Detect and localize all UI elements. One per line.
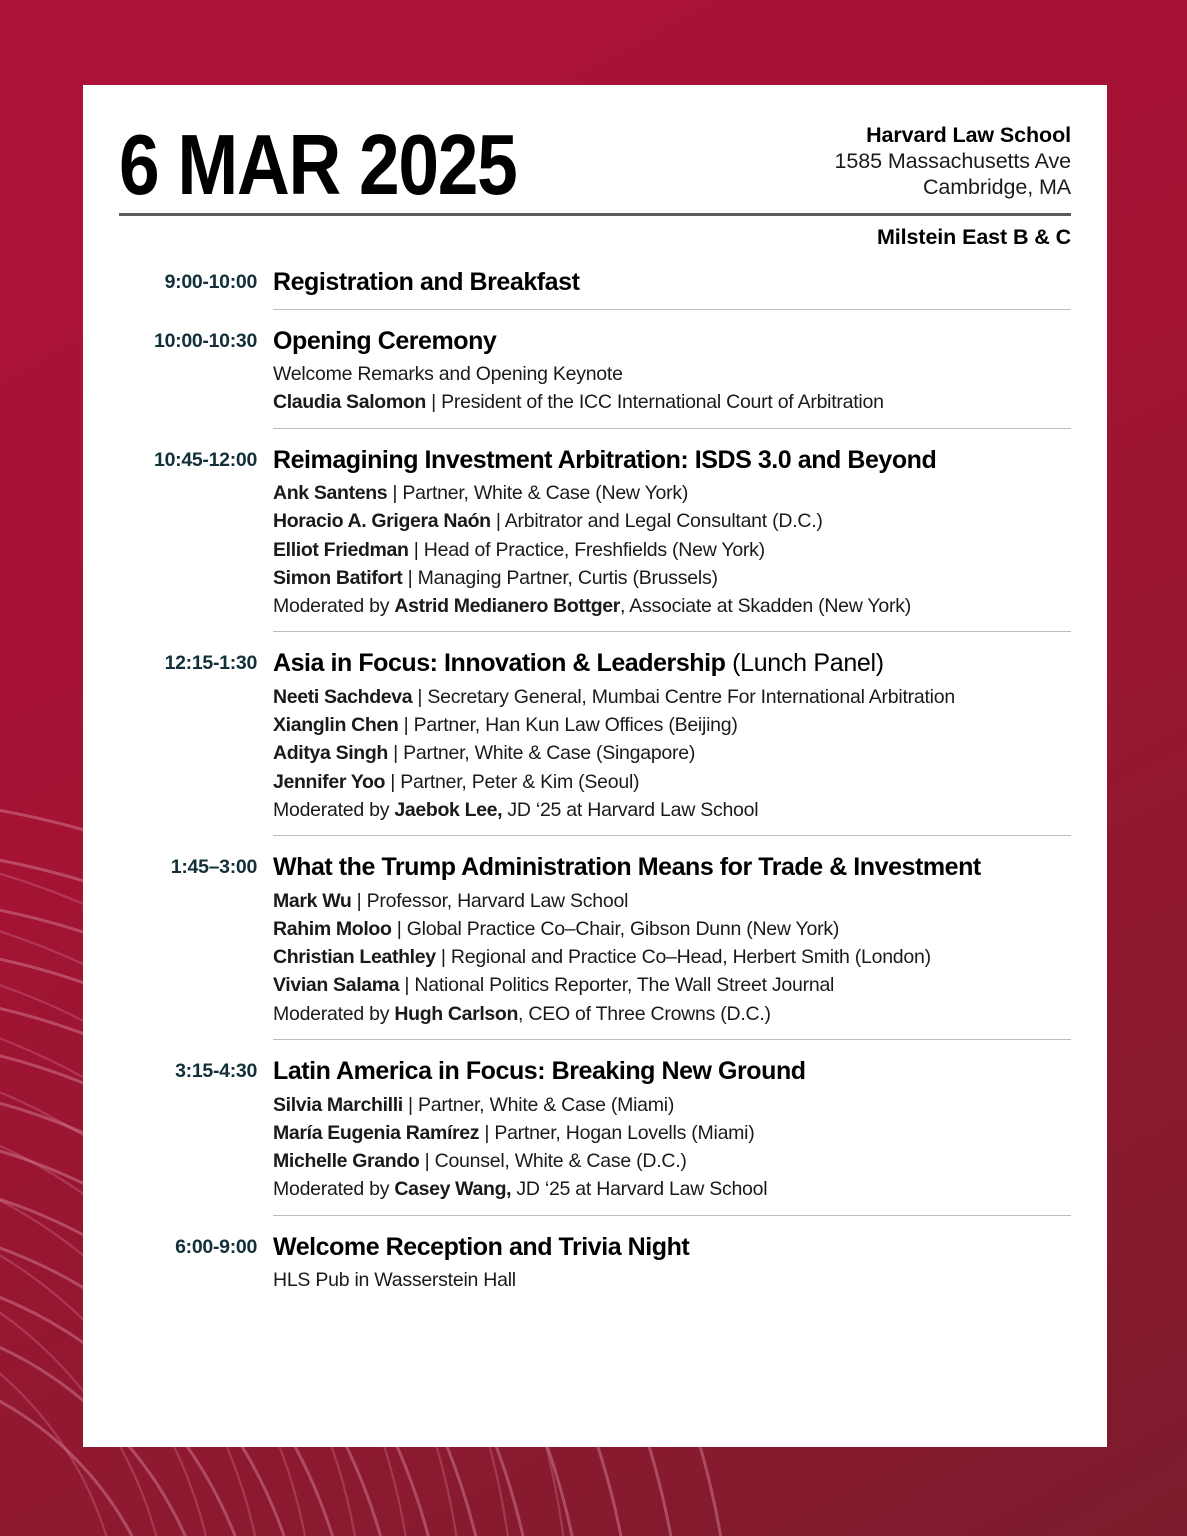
- speaker-name: Aditya Singh: [273, 742, 388, 765]
- speaker-affiliation: Partner, Hogan Lovells (Miami): [494, 1121, 755, 1144]
- page-title: 6 MAR 2025: [119, 117, 517, 213]
- speaker-list: [273, 360, 1071, 417]
- slot-title: [273, 327, 1071, 357]
- slot-title: [273, 1057, 1071, 1087]
- speaker-name: Ank Santens: [273, 482, 388, 505]
- agenda-slot: [119, 853, 1071, 1028]
- speaker-name: Rahim Moloo: [273, 917, 392, 940]
- speaker-separator: |: [391, 917, 407, 940]
- speaker-line: [273, 564, 1071, 592]
- speaker-line: [273, 683, 1071, 711]
- speaker-name: Simon Batifort: [273, 566, 403, 589]
- spacer: [119, 1204, 1071, 1215]
- slot-time: 6:00-9:00: [175, 1235, 257, 1258]
- speaker-affiliation: , Associate at Skadden (New York): [620, 595, 911, 618]
- slot-body: [257, 649, 1071, 824]
- speaker-affiliation: Partner, White & Case (Singapore): [403, 742, 696, 765]
- slot-title: [273, 853, 1071, 883]
- speaker-affiliation: Welcome Remarks and Opening Keynote: [273, 363, 623, 385]
- slot-title-main: Latin America in Focus: Breaking New Ground: [273, 1057, 806, 1086]
- slot-title-main: Reimagining Investment Arbitration: ISDS 3.0 and Beyond: [273, 445, 937, 474]
- spacer: [119, 417, 1071, 428]
- speaker-affiliation: JD ‘25 at Harvard Law School: [511, 1178, 768, 1201]
- speaker-separator: |: [490, 510, 505, 533]
- slot-title: [273, 268, 1071, 298]
- speaker-name: Hugh Carlson: [394, 1002, 519, 1025]
- agenda-slot: [119, 327, 1071, 417]
- speaker-name: Horacio A. Grigera Naón: [273, 510, 491, 533]
- agenda-card: [83, 85, 1107, 1447]
- speaker-separator: |: [425, 391, 442, 414]
- speaker-name: Michelle Grando: [273, 1150, 420, 1173]
- slot-title-main: Registration and Breakfast: [273, 268, 580, 296]
- speaker-separator: |: [408, 538, 424, 561]
- moderator-prefix: Moderated by: [273, 1002, 395, 1025]
- agenda-slot: [119, 446, 1071, 621]
- speaker-list: [273, 479, 1071, 620]
- venue-block: [835, 123, 1071, 206]
- spacer: [119, 429, 1071, 446]
- speaker-name: Xianglin Chen: [273, 714, 399, 737]
- spacer: [119, 1216, 1071, 1233]
- speaker-separator: |: [402, 1093, 419, 1116]
- slot-time: 3:15-4:30: [175, 1060, 257, 1083]
- speaker-affiliation: National Politics Reporter, The Wall Street Journal: [414, 974, 835, 997]
- speaker-name: Vivian Salama: [273, 974, 400, 997]
- speaker-line: [273, 536, 1071, 564]
- speaker-separator: |: [385, 770, 401, 793]
- speaker-name: Jennifer Yoo: [273, 770, 386, 793]
- venue-city: Cambridge, MA: [922, 174, 1071, 199]
- moderator-prefix: Moderated by: [273, 1178, 395, 1201]
- speaker-affiliation: JD ‘25 at Harvard Law School: [502, 798, 759, 821]
- agenda-slot: [119, 1057, 1071, 1204]
- slot-title-main: What the Trump Administration Means for Trade & Investment: [273, 853, 981, 882]
- speaker-affiliation: Global Practice Co–Chair, Gibson Dunn (New York): [406, 917, 840, 940]
- slot-time: 10:00-10:30: [154, 329, 257, 352]
- slot-body: [257, 327, 1071, 417]
- speaker-affiliation: Partner, White & Case (New York): [402, 482, 689, 505]
- speaker-name: Claudia Salomon: [273, 391, 426, 414]
- speaker-list: [273, 887, 1071, 1028]
- speaker-separator: |: [351, 889, 367, 912]
- spacer: [119, 824, 1071, 835]
- venue-street: 1585 Massachusetts Ave: [834, 148, 1071, 173]
- agenda-list: [119, 268, 1071, 1294]
- speaker-line: [273, 1119, 1071, 1147]
- speaker-affiliation: Partner, Han Kun Law Offices (Beijing): [413, 714, 738, 737]
- moderator-prefix: Moderated by: [273, 798, 395, 821]
- speaker-name: Mark Wu: [273, 889, 352, 912]
- slot-time: 1:45–3:00: [170, 856, 257, 879]
- speaker-name: Jaebok Lee,: [394, 798, 503, 821]
- moderator-line: [273, 592, 1071, 620]
- moderator-line: [273, 1175, 1071, 1203]
- moderator-line: [273, 796, 1071, 824]
- speaker-line: [273, 887, 1071, 915]
- speaker-line: [273, 915, 1071, 943]
- speaker-separator: |: [412, 685, 428, 708]
- speaker-list: [273, 1091, 1071, 1204]
- speaker-affiliation: , CEO of Three Crowns (D.C.): [518, 1002, 771, 1025]
- speaker-line: [273, 1147, 1071, 1175]
- spacer: [119, 632, 1071, 649]
- slot-title: [273, 649, 1071, 679]
- slot-body: [257, 268, 1071, 298]
- speaker-separator: |: [402, 566, 418, 589]
- speaker-line: [273, 388, 1071, 416]
- speaker-line: [273, 768, 1071, 796]
- speaker-separator: |: [419, 1150, 435, 1173]
- speaker-affiliation: Regional and Practice Co–Head, Herbert Smith (London): [450, 946, 931, 969]
- slot-title-main: Asia in Focus: Innovation & Leadership: [273, 649, 726, 678]
- poster-header: [119, 117, 1071, 213]
- speaker-name: Elliot Friedman: [273, 538, 409, 561]
- speaker-name: Silvia Marchilli: [273, 1093, 403, 1116]
- agenda-slot: [119, 268, 1071, 298]
- speaker-list: [273, 1266, 1071, 1294]
- header-divider: [119, 213, 1071, 216]
- speaker-line: [273, 1091, 1071, 1119]
- speaker-name: Christian Leathley: [273, 946, 436, 969]
- speaker-separator: |: [398, 714, 414, 737]
- speaker-affiliation: Secretary General, Mumbai Centre For International Arbitration: [427, 685, 955, 708]
- speaker-name: Astrid Medianero Bottger: [394, 595, 621, 618]
- speaker-list: [273, 683, 1071, 824]
- spacer: [119, 1028, 1071, 1039]
- note-line: [273, 1266, 1071, 1294]
- moderator-prefix: Moderated by: [273, 595, 395, 618]
- speaker-line: [273, 971, 1071, 999]
- slot-title-main: Welcome Reception and Trivia Night: [273, 1232, 690, 1261]
- slot-body: [257, 446, 1071, 621]
- note-line: [273, 360, 1071, 388]
- agenda-slot: [119, 649, 1071, 824]
- agenda-slot: [119, 1233, 1071, 1295]
- speaker-separator: |: [435, 946, 451, 969]
- slot-time: 12:15-1:30: [164, 652, 257, 675]
- speaker-separator: |: [399, 974, 415, 997]
- speaker-name: Neeti Sachdeva: [273, 685, 413, 708]
- spacer: [119, 310, 1071, 327]
- slot-title: [273, 1233, 1071, 1263]
- speaker-affiliation: Partner, Peter & Kim (Seoul): [400, 770, 640, 793]
- speaker-name: Casey Wang,: [394, 1178, 512, 1201]
- slot-title-main: Opening Ceremony: [273, 326, 497, 355]
- speaker-affiliation: Partner, White & Case (Miami): [418, 1093, 675, 1116]
- slot-body: [257, 853, 1071, 1028]
- speaker-affiliation: President of the ICC International Court of Arbitration: [441, 391, 884, 414]
- speaker-line: [273, 711, 1071, 739]
- speaker-line: [273, 739, 1071, 767]
- slot-title: [273, 446, 1071, 476]
- spacer: [119, 298, 1071, 309]
- speaker-affiliation: Counsel, White & Case (D.C.): [434, 1150, 687, 1173]
- venue-name: Harvard Law School: [866, 123, 1071, 147]
- speaker-affiliation: Managing Partner, Curtis (Brussels): [417, 566, 718, 589]
- speaker-line: [273, 943, 1071, 971]
- speaker-separator: |: [479, 1121, 495, 1144]
- speaker-separator: |: [387, 742, 404, 765]
- slot-time: 10:45-12:00: [154, 448, 257, 471]
- speaker-line: [273, 507, 1071, 535]
- spacer: [119, 836, 1071, 853]
- room-label: Milstein East B & C: [876, 225, 1071, 249]
- spacer: [119, 620, 1071, 631]
- slot-body: [257, 1233, 1071, 1295]
- speaker-line: [273, 479, 1071, 507]
- spacer: [119, 1040, 1071, 1057]
- slot-time: 9:00-10:00: [164, 271, 257, 293]
- speaker-affiliation: Head of Practice, Freshfields (New York): [423, 538, 765, 561]
- speaker-affiliation: HLS Pub in Wasserstein Hall: [273, 1269, 516, 1292]
- speaker-name: María Eugenia Ramírez: [273, 1121, 480, 1144]
- speaker-affiliation: Professor, Harvard Law School: [366, 889, 629, 912]
- speaker-separator: |: [387, 482, 403, 505]
- slot-title-suffix: (Lunch Panel): [725, 649, 884, 678]
- slot-body: [257, 1057, 1071, 1204]
- speaker-affiliation: Arbitrator and Legal Consultant (D.C.): [504, 510, 823, 533]
- moderator-line: [273, 1000, 1071, 1028]
